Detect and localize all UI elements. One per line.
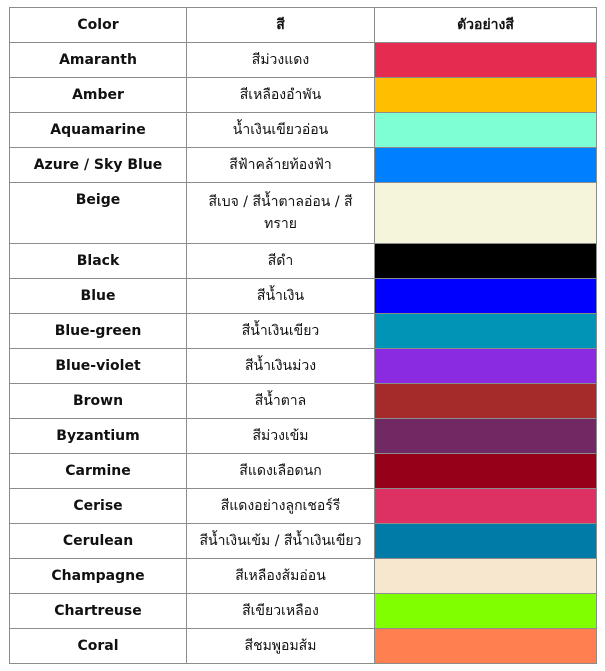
thai-name: สีเหลืองอำพัน	[187, 78, 375, 113]
color-swatch	[375, 524, 597, 559]
table-row	[10, 454, 597, 489]
color-name: Coral	[10, 629, 187, 664]
color-swatch	[375, 349, 597, 384]
color-swatch	[375, 384, 597, 419]
color-swatch	[375, 629, 597, 664]
color-swatch	[375, 78, 597, 113]
color-name: Byzantium	[10, 419, 187, 454]
table-row	[10, 559, 597, 594]
color-table	[9, 7, 597, 664]
header-thai: สี	[187, 8, 375, 43]
thai-name: สีเบจ / สีน้ำตาลอ่อน / สีทราย	[187, 183, 375, 244]
color-name: Azure / Sky Blue	[10, 148, 187, 183]
table-row	[10, 629, 597, 664]
color-swatch	[375, 489, 597, 524]
color-name: Blue	[10, 279, 187, 314]
table-row	[10, 349, 597, 384]
color-name: Amaranth	[10, 43, 187, 78]
color-name: Aquamarine	[10, 113, 187, 148]
color-name: Cerulean	[10, 524, 187, 559]
thai-name: สีน้ำเงินเข้ม / สีน้ำเงินเขียว	[187, 524, 375, 559]
table-row	[10, 419, 597, 454]
color-name: Blue-violet	[10, 349, 187, 384]
color-name: Chartreuse	[10, 594, 187, 629]
color-name: Beige	[10, 183, 187, 244]
color-swatch	[375, 454, 597, 489]
thai-name: สีม่วงเข้ม	[187, 419, 375, 454]
color-swatch	[375, 559, 597, 594]
color-name: Amber	[10, 78, 187, 113]
table-row	[10, 279, 597, 314]
thai-name: สีฟ้าคล้ายท้องฟ้า	[187, 148, 375, 183]
table-row	[10, 148, 597, 183]
table-row	[10, 183, 597, 244]
color-swatch	[375, 594, 597, 629]
color-name: Brown	[10, 384, 187, 419]
table-row	[10, 594, 597, 629]
table-header-row	[10, 8, 597, 43]
color-swatch	[375, 113, 597, 148]
color-name: Champagne	[10, 559, 187, 594]
thai-name: สีเขียวเหลือง	[187, 594, 375, 629]
table-row	[10, 78, 597, 113]
color-swatch	[375, 183, 597, 244]
color-swatch	[375, 43, 597, 78]
color-table-container	[9, 7, 597, 664]
table-row	[10, 43, 597, 78]
color-swatch	[375, 419, 597, 454]
color-swatch	[375, 279, 597, 314]
table-row	[10, 113, 597, 148]
color-name: Carmine	[10, 454, 187, 489]
thai-name: สีเหลืองส้มอ่อน	[187, 559, 375, 594]
table-row	[10, 314, 597, 349]
thai-name: สีม่วงแดง	[187, 43, 375, 78]
table-row	[10, 524, 597, 559]
thai-name: สีน้ำตาล	[187, 384, 375, 419]
thai-name: สีชมพูอมส้ม	[187, 629, 375, 664]
header-sample: ตัวอย่างสี	[375, 8, 597, 43]
color-swatch	[375, 148, 597, 183]
thai-name: สีแดงอย่างลูกเชอร์รี	[187, 489, 375, 524]
color-swatch	[375, 244, 597, 279]
thai-name: สีน้ำเงิน	[187, 279, 375, 314]
table-row	[10, 384, 597, 419]
thai-name: สีน้ำเงินเขียว	[187, 314, 375, 349]
table-body	[10, 43, 597, 664]
thai-name: สีน้ำเงินม่วง	[187, 349, 375, 384]
header-color: Color	[10, 8, 187, 43]
color-name: Cerise	[10, 489, 187, 524]
color-name: Black	[10, 244, 187, 279]
thai-name: น้ำเงินเขียวอ่อน	[187, 113, 375, 148]
color-swatch	[375, 314, 597, 349]
thai-name: สีแดงเลือดนก	[187, 454, 375, 489]
table-row	[10, 489, 597, 524]
table-row	[10, 244, 597, 279]
thai-name: สีดำ	[187, 244, 375, 279]
color-name: Blue-green	[10, 314, 187, 349]
